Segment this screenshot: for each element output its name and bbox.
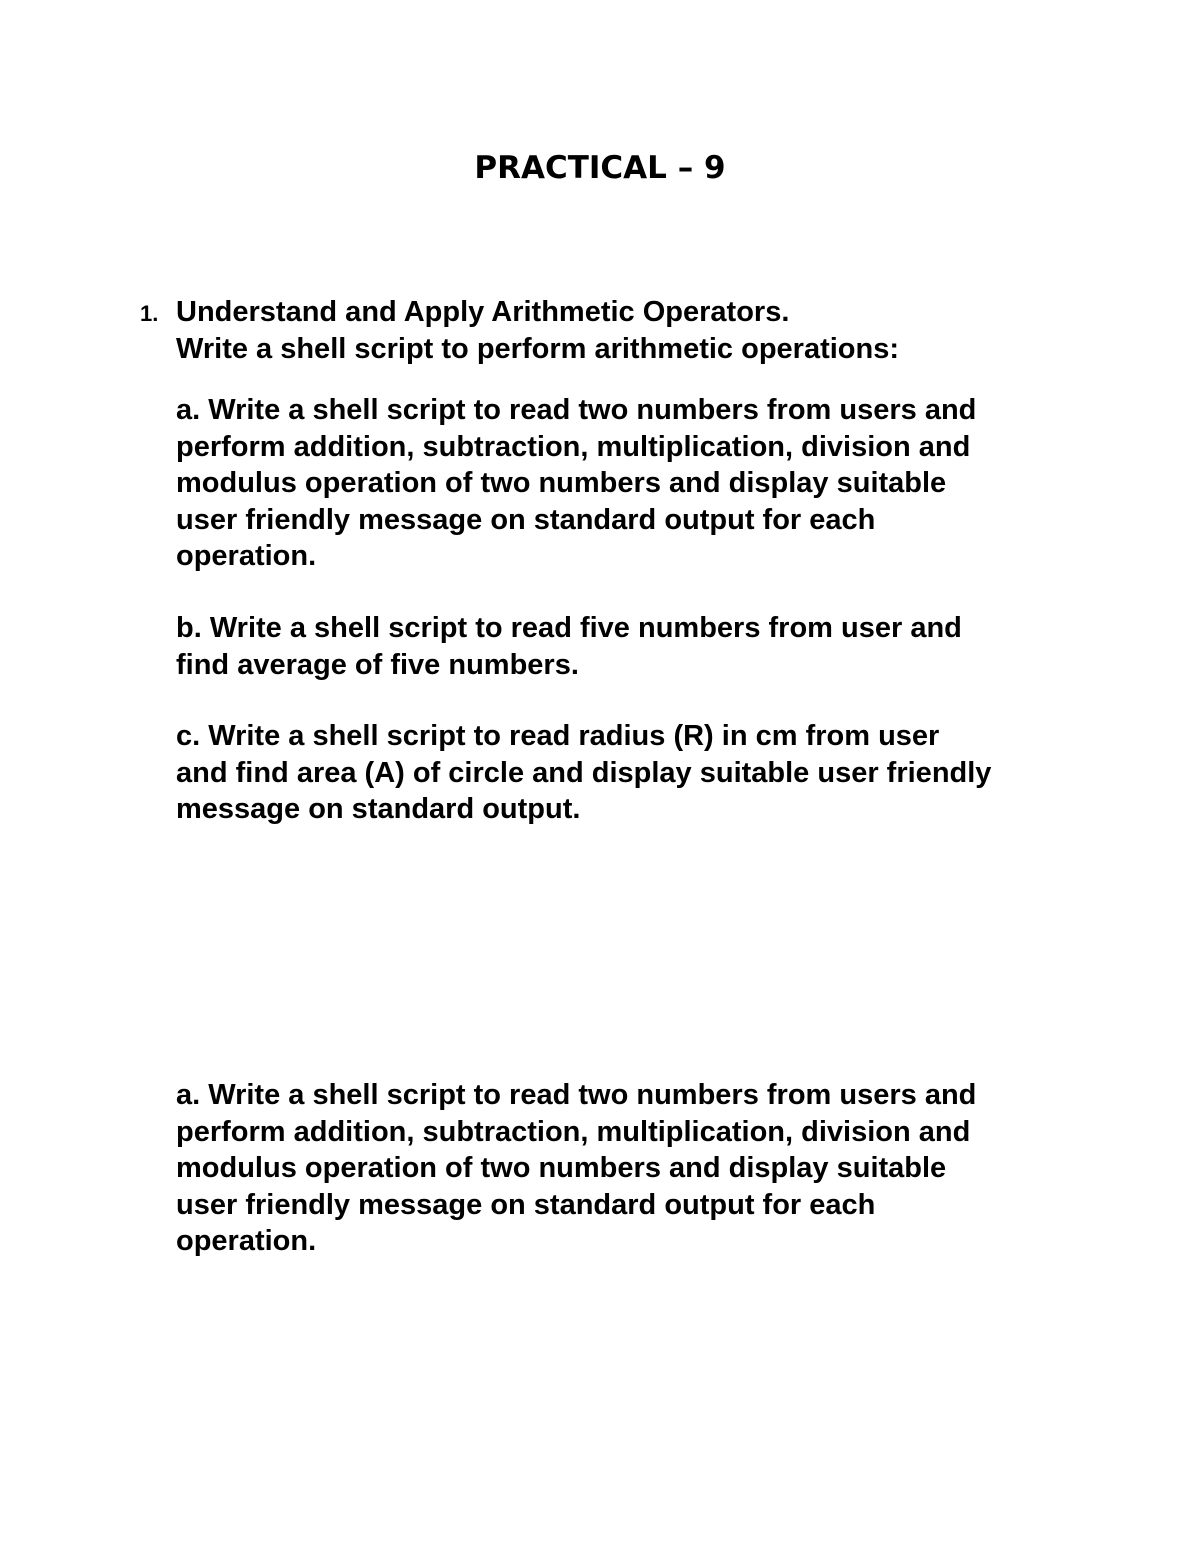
line: operation. xyxy=(176,540,317,572)
line: c. Write a shell script to read radius (R) in cm from user xyxy=(176,720,940,752)
line: user friendly message on standard output for each xyxy=(176,1188,876,1221)
line: and find area (A) of circle and display suitable user friendly xyxy=(176,756,992,789)
line: perform addition, subtraction, multiplication, division and xyxy=(176,1115,971,1148)
line: a. Write a shell script to read two numbers from users and xyxy=(176,394,977,426)
line: a. Write a shell script to read two numbers from users and xyxy=(176,1079,977,1111)
line: operation. xyxy=(176,1225,317,1257)
line: perform addition, subtraction, multiplication, division and xyxy=(176,430,971,463)
question-intro: Write a shell script to perform arithmetic operations: xyxy=(176,333,900,365)
line: find average of five numbers. xyxy=(176,648,579,681)
part-a xyxy=(176,392,1076,575)
line: modulus operation of two numbers and display suitable xyxy=(176,467,947,499)
line: user friendly message on standard output for each xyxy=(176,503,876,536)
line: b. Write a shell script to read five numbers from user and xyxy=(176,612,962,644)
question-number: 1. xyxy=(140,301,159,326)
part-a-repeat xyxy=(176,1077,1076,1260)
question-heading: Understand and Apply Arithmetic Operators. xyxy=(176,296,790,328)
part-b xyxy=(176,610,1076,683)
part-c xyxy=(176,718,1076,828)
page-title: PRACTICAL – 9 xyxy=(474,150,726,186)
line: message on standard output. xyxy=(176,793,581,825)
line: modulus operation of two numbers and display suitable xyxy=(176,1152,947,1184)
